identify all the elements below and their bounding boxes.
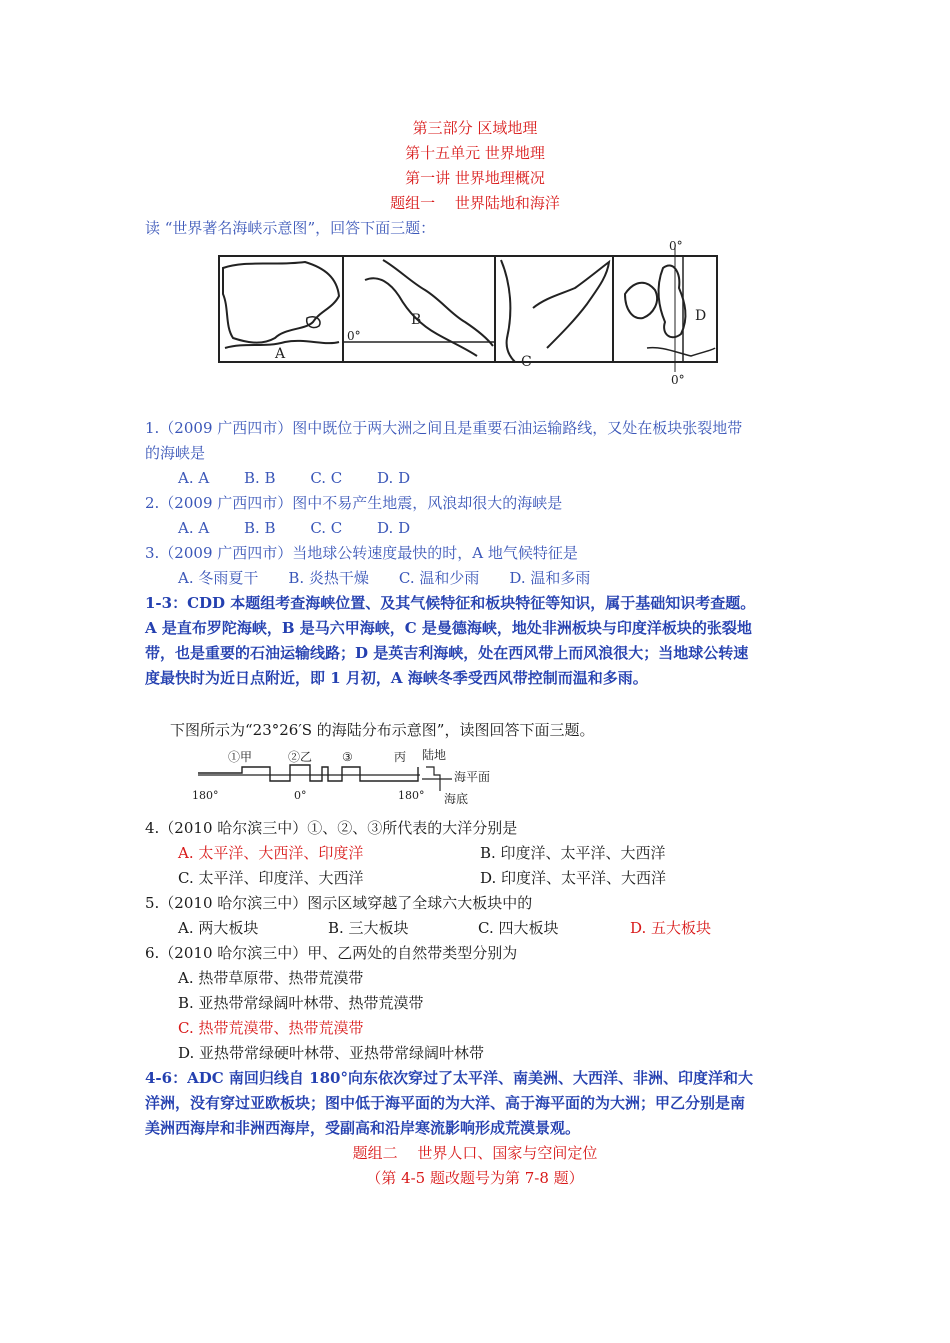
q1-stem-line1: 1.（2009 广西四市）图中既位于两大洲之间且是重要石油运输路线，又处在板块张裂地带 xyxy=(145,419,743,437)
answer-4-6-line2: 洋洲，没有穿过亚欧板块；图中低于海平面的为大洋、高于海平面的为大洲；甲乙分别是南 xyxy=(145,1094,746,1112)
q4-option-a: A. 太平洋、大西洋、印度洋 xyxy=(178,844,364,862)
strait-label-a: A xyxy=(275,346,286,362)
q5-option-d: D. 五大板块 xyxy=(630,919,712,937)
q4-option-c: C. 太平洋、印度洋、大西洋 xyxy=(178,869,364,887)
q6-option-c: C. 热带荒漠带、热带荒漠带 xyxy=(178,1019,364,1037)
profile-tick-180e: 180° xyxy=(398,789,425,802)
intro-strait-map: 读 “世界著名海峡示意图”，回答下面三题： xyxy=(145,219,436,237)
profile-label-yi: ②乙 xyxy=(288,750,313,764)
profile-label-land: 陆地 xyxy=(422,748,447,762)
profile-label-3: ③ xyxy=(342,750,353,764)
q5-stem: 5.（2010 哈尔滨三中）图示区域穿越了全球六大板块中的 xyxy=(145,894,533,912)
zero-parallel-mark: 0° xyxy=(347,329,361,343)
group2-heading: 题组二 世界人口、国家与空间定位 xyxy=(352,1144,598,1162)
q4-option-d: D. 印度洋、太平洋、大西洋 xyxy=(480,869,667,887)
profile-tick-0: 0° xyxy=(294,789,307,802)
q2-stem: 2.（2009 广西四市）图中不易产生地震，风浪却很大的海峡是 xyxy=(145,494,563,512)
q6-option-d: D. 亚热带常绿硬叶林带、亚热带常绿阔叶林带 xyxy=(178,1044,485,1062)
part-heading: 第三部分 区域地理 xyxy=(412,119,538,137)
profile-tick-180w: 180° xyxy=(192,789,219,802)
lecture-heading: 第一讲 世界地理概况 xyxy=(405,169,545,187)
zero-meridian-top: 0° xyxy=(669,239,683,253)
answer-4-6-line3: 美洲西海岸和非洲西海岸，受副高和沿岸寒流影响形成荒漠景观。 xyxy=(145,1119,581,1137)
profile-label-jia: ①甲 xyxy=(228,750,253,764)
profile-label-sea-level: 海平面 xyxy=(454,770,491,784)
land-sea-profile-figure xyxy=(190,745,510,807)
q2-options: A. A B. B C. C D. D xyxy=(178,519,411,537)
q4-option-b: B. 印度洋、太平洋、大西洋 xyxy=(480,844,666,862)
q6-option-a: A. 热带草原带、热带荒漠带 xyxy=(178,969,364,987)
q6-stem: 6.（2010 哈尔滨三中）甲、乙两处的自然带类型分别为 xyxy=(145,944,518,962)
q5-option-a: A. 两大板块 xyxy=(178,919,259,937)
strait-label-c: C xyxy=(521,354,532,370)
zero-meridian-bottom: 0° xyxy=(671,373,685,386)
q3-stem: 3.（2009 广西四市）当地球公转速度最快的时，A 地气候特征是 xyxy=(145,544,578,562)
answer-1-3-line3: 带，也是重要的石油运输线路；D 是英吉利海峡，处在西风带上而风浪很大；当地球公转速 xyxy=(145,644,749,662)
unit-heading: 第十五单元 世界地理 xyxy=(405,144,545,162)
group1-heading: 题组一 世界陆地和海洋 xyxy=(390,194,560,212)
intro-profile: 下图所示为“23°26′S 的海陆分布示意图”，读图回答下面三题。 xyxy=(170,721,595,739)
q1-options: A. A B. B C. C D. D xyxy=(178,469,411,487)
q5-option-c: C. 四大板块 xyxy=(478,919,559,937)
q5-option-b: B. 三大板块 xyxy=(328,919,409,937)
q3-options: A. 冬雨夏干 B. 炎热干燥 C. 温和少雨 D. 温和多雨 xyxy=(178,569,591,587)
strait-label-b: B xyxy=(411,312,422,328)
q6-option-b: B. 亚热带常绿阔叶林带、热带荒漠带 xyxy=(178,994,424,1012)
answer-1-3-line2: A 是直布罗陀海峡，B 是马六甲海峡，C 是曼德海峡，地处非洲板块与印度洋板块的张裂地 xyxy=(145,619,752,637)
profile-label-bing: 丙 xyxy=(394,750,407,764)
strait-map-figure xyxy=(215,238,725,386)
profile-label-seabed: 海底 xyxy=(444,792,469,806)
answer-1-3-line1: 1-3：CDD 本题组考查海峡位置、及其气候特征和板块特征等知识，属于基础知识考查题。 xyxy=(145,594,756,612)
answer-1-3-line4: 度最快时为近日点附近，即 1 月初，A 海峡冬季受西风带控制而温和多雨。 xyxy=(145,669,648,687)
group2-note: （第 4-5 题改题号为第 7-8 题） xyxy=(366,1169,584,1187)
q4-stem: 4.（2010 哈尔滨三中）①、②、③所代表的大洋分别是 xyxy=(145,819,518,837)
strait-label-d: D xyxy=(695,308,707,324)
q1-stem-line2: 的海峡是 xyxy=(145,444,206,462)
answer-4-6-line1: 4-6：ADC 南回归线自 180°向东依次穿过了太平洋、南美洲、大西洋、非洲、印度洋和大 xyxy=(145,1069,753,1087)
